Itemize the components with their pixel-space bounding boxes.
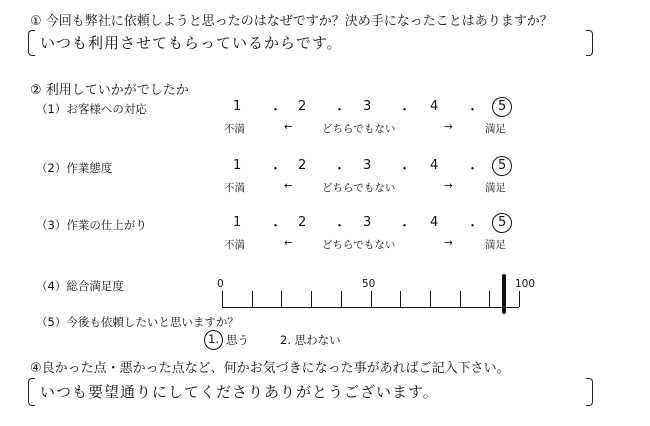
scale-separator: ・ bbox=[333, 219, 347, 234]
scale-separator: ・ bbox=[398, 103, 412, 118]
rating-option-1[interactable]: 1 bbox=[233, 158, 242, 173]
selected-rating-circle bbox=[492, 97, 512, 117]
question-4: ④良かった点・悪かった点など、何かお気づきになった事があればご記入下さい。 bbox=[30, 361, 510, 376]
rating-label: （2）作業態度 bbox=[36, 161, 113, 175]
ruler-tick bbox=[489, 291, 490, 307]
answer-bracket-left bbox=[28, 378, 35, 406]
arrow-left-icon: ← bbox=[284, 180, 293, 192]
scale-separator: ・ bbox=[466, 162, 480, 177]
again-option-1-number[interactable]: 1. bbox=[208, 332, 219, 346]
scale-separator: ・ bbox=[333, 103, 347, 118]
section-2-title: ② 利用していかがでしたか bbox=[30, 83, 189, 98]
rating-option-5[interactable]: 5 bbox=[498, 99, 507, 114]
scale-mid-label: どちらでもない bbox=[322, 239, 396, 251]
again-label: （5）今後も依頼したいと思いますか？ bbox=[36, 315, 239, 329]
rating-option-1[interactable]: 1 bbox=[233, 99, 242, 114]
selected-rating-circle bbox=[492, 213, 512, 233]
rating-label: （1）お客様への対応 bbox=[36, 102, 147, 116]
ruler-tick bbox=[519, 291, 520, 307]
ruler-tick bbox=[222, 291, 223, 307]
scale-low-label: 不満 bbox=[224, 182, 245, 194]
overall-mid: 50 bbox=[362, 278, 376, 290]
scale-separator: ・ bbox=[398, 162, 412, 177]
scale-mid-label: どちらでもない bbox=[322, 123, 396, 135]
ruler-tick bbox=[400, 291, 401, 307]
arrow-right-icon: → bbox=[444, 180, 453, 192]
selected-rating-circle bbox=[492, 156, 512, 176]
answer-bracket-right bbox=[586, 378, 593, 406]
again-option-2[interactable]: 2. 思わない bbox=[280, 333, 341, 347]
scale-high-label: 満足 bbox=[485, 123, 506, 135]
scale-separator: ・ bbox=[466, 103, 480, 118]
rating-option-5[interactable]: 5 bbox=[498, 215, 507, 230]
ruler-tick bbox=[252, 291, 253, 307]
rating-option-4[interactable]: 4 bbox=[430, 158, 439, 173]
ruler-tick bbox=[371, 291, 372, 307]
rating-label: （3）作業の仕上がり bbox=[36, 218, 147, 232]
rating-option-4[interactable]: 4 bbox=[430, 99, 439, 114]
ruler-tick bbox=[281, 291, 282, 307]
scale-separator: ・ bbox=[269, 219, 283, 234]
rating-option-2[interactable]: 2 bbox=[298, 215, 307, 230]
answer-4: いつも要望通りにしてくださりありがとうございます。 bbox=[40, 383, 439, 401]
scale-high-label: 満足 bbox=[485, 239, 506, 251]
overall-min: 0 bbox=[217, 278, 224, 290]
scale-separator: ・ bbox=[269, 162, 283, 177]
scale-separator: ・ bbox=[333, 162, 347, 177]
ruler-baseline bbox=[222, 307, 519, 308]
ruler-tick bbox=[311, 291, 312, 307]
scale-separator: ・ bbox=[269, 103, 283, 118]
rating-option-2[interactable]: 2 bbox=[298, 99, 307, 114]
overall-label: （4）総合満足度 bbox=[36, 279, 124, 293]
ruler-tick bbox=[460, 291, 461, 307]
scale-low-label: 不満 bbox=[224, 239, 245, 251]
rating-option-3[interactable]: 3 bbox=[363, 158, 372, 173]
arrow-left-icon: ← bbox=[284, 121, 293, 133]
question-1: ① 今回も弊社に依頼しようと思ったのはなぜですか？決め手になったことはありますか？ bbox=[30, 14, 553, 29]
scale-high-label: 満足 bbox=[485, 182, 506, 194]
answer-bracket-right bbox=[586, 30, 593, 56]
rating-option-4[interactable]: 4 bbox=[430, 215, 439, 230]
rating-option-2[interactable]: 2 bbox=[298, 158, 307, 173]
arrow-right-icon: → bbox=[444, 237, 453, 249]
arrow-left-icon: ← bbox=[284, 237, 293, 249]
again-option-1-text[interactable]: 思う bbox=[226, 333, 249, 347]
scale-separator: ・ bbox=[398, 219, 412, 234]
rating-option-5[interactable]: 5 bbox=[498, 158, 507, 173]
scale-separator: ・ bbox=[466, 219, 480, 234]
ruler-tick bbox=[430, 291, 431, 307]
rating-option-1[interactable]: 1 bbox=[233, 215, 242, 230]
overall-max: 100 bbox=[515, 278, 536, 290]
rating-option-3[interactable]: 3 bbox=[363, 215, 372, 230]
rating-option-3[interactable]: 3 bbox=[363, 99, 372, 114]
answer-1: いつも利用させてもらっているからです。 bbox=[40, 34, 343, 52]
ruler-tick bbox=[341, 291, 342, 307]
arrow-right-icon: → bbox=[444, 121, 453, 133]
scale-mid-label: どちらでもない bbox=[322, 182, 396, 194]
scale-low-label: 不満 bbox=[224, 123, 245, 135]
answer-bracket-left bbox=[28, 30, 35, 56]
satisfaction-mark[interactable] bbox=[502, 274, 506, 314]
